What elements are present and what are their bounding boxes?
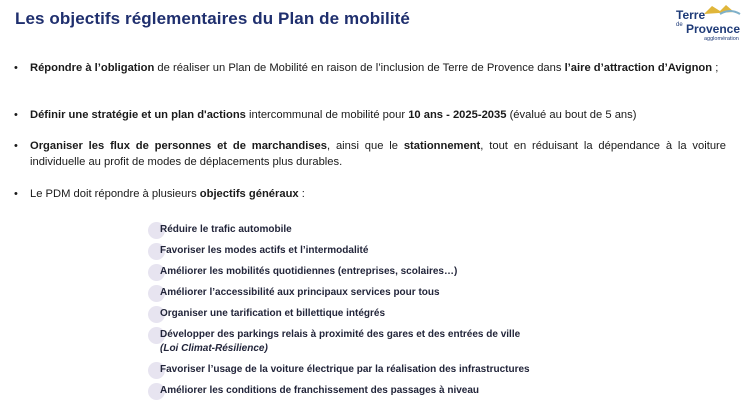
objectives-list bbox=[148, 221, 628, 403]
objective-item: Améliorer les conditions de franchissement des passages à niveau bbox=[148, 382, 628, 403]
bullet-text: Répondre à l’obligation de réaliser un Plan de Mobilité en raison de l’inclusion de Terre de Provence dans l’aire d’attraction d’Avignon ; bbox=[30, 62, 719, 74]
terre-de-provence-logo bbox=[660, 2, 746, 42]
logo-line3: Provence bbox=[686, 22, 741, 36]
objective-item: Améliorer l’accessibilité aux principaux services pour tous bbox=[148, 284, 628, 305]
logo-line2: de bbox=[676, 22, 683, 28]
logo-line4: agglomération bbox=[704, 36, 739, 42]
objective-item: Favoriser les modes actifs et l’intermodalité bbox=[148, 242, 628, 263]
logo-wave-shape bbox=[720, 11, 740, 14]
bullet-text: Le PDM doit répondre à plusieurs objectifs généraux : bbox=[30, 188, 305, 200]
logo-line1: Terre bbox=[676, 8, 706, 22]
page-title: Les objectifs réglementaires du Plan de mobilité bbox=[15, 9, 410, 28]
objective-item: Organiser une tarification et billettique intégrés bbox=[148, 305, 628, 326]
bullet-text: Définir une stratégie et un plan d'actions intercommunal de mobilité pour 10 ans - 2025-2035 (évalué au bout de 5 ans) bbox=[30, 109, 637, 121]
objective-item: Favoriser l’usage de la voiture électrique par la réalisation des infrastructures bbox=[148, 361, 628, 382]
objective-item: Réduire le trafic automobile bbox=[148, 221, 628, 242]
bullet-dot: • bbox=[14, 140, 18, 152]
bullet-dot: • bbox=[14, 62, 18, 74]
objective-item: Développer des parkings relais à proximité des gares et des entrées de ville (Loi Climat-Résilience) bbox=[148, 326, 628, 361]
bullet-dot: • bbox=[14, 109, 18, 121]
bullet-text: Organiser les flux de personnes et de marchandises, ainsi que le stationnement, tout en réduisant la dépendance à la voiture individuelle au profit de modes de déplacements plus durables. bbox=[30, 140, 726, 168]
objective-item: Améliorer les mobilités quotidiennes (entreprises, scolaires…) bbox=[148, 263, 628, 284]
bullet-dot: • bbox=[14, 188, 18, 200]
logo-mountain-shape bbox=[704, 5, 734, 14]
